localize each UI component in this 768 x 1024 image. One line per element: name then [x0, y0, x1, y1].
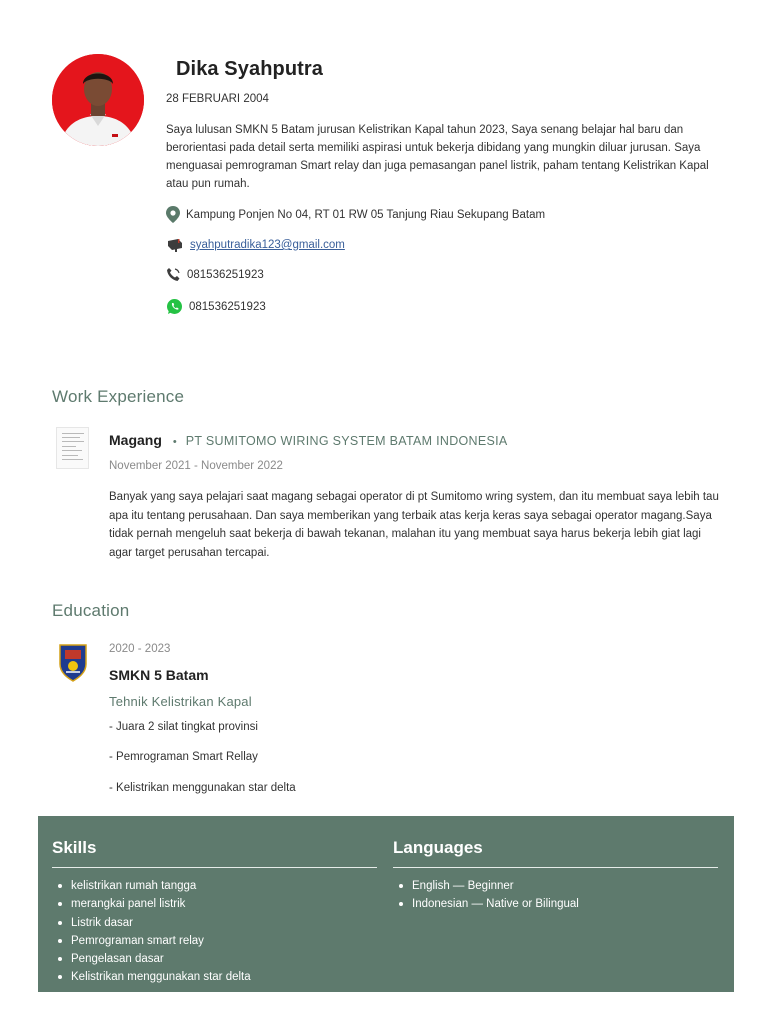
study-field: Tehnik Kelistrikan Kapal [109, 694, 252, 709]
date-of-birth: 28 FEBRUARI 2004 [166, 93, 269, 105]
document-thumbnail-icon [56, 427, 89, 469]
languages-list [393, 877, 579, 914]
work-experience-heading: Work Experience [52, 387, 185, 406]
phone-number: 081536251923 [187, 268, 264, 281]
job-description: Banyak yang saya pelajari saat magang sebagai operator di pt Sumitomo wring system, dan itu membuat saya lebih tau apa itu tentang perusahaan. Dan saya memberikan yang terbaik atas kerja keras saya sebagai operator magang.Saya tidak pernah mengeluh saat bekerja di bawah tekanan, malahan itu yang membuat saya harus bekerja lebih giat lagi agar target perusahan tercapai. [109, 491, 719, 559]
map-pin-icon [166, 206, 180, 223]
phone-row [166, 267, 264, 282]
job-company: PT SUMITOMO WIRING SYSTEM BATAM INDONESIA [185, 434, 508, 448]
address-text: Kampung Ponjen No 04, RT 01 RW 05 Tanjung Riau Sekupang Batam [186, 208, 546, 221]
address-row [166, 206, 545, 223]
skill-item: Pemrograman smart relay [52, 932, 251, 950]
job-separator: • [172, 436, 177, 448]
skills-heading: Skills [52, 838, 97, 857]
mailbox-icon [166, 238, 184, 252]
languages-divider [393, 867, 718, 868]
education-years: 2020 - 2023 [109, 643, 171, 655]
education-item: - Juara 2 silat tingkat provinsi [109, 721, 258, 733]
email-row [166, 238, 345, 252]
school-name: SMKN 5 Batam [109, 667, 209, 683]
skill-item: Listrik dasar [52, 914, 251, 932]
education-heading: Education [52, 601, 130, 620]
whatsapp-icon [166, 298, 183, 315]
skills-list [52, 877, 251, 987]
profile-summary: Saya lulusan SMKN 5 Batam jurusan Kelistrikan Kapal tahun 2023, Saya senang belajar hal baru dan berorientasi pada detail serta memiliki aspirasi untuk bekerja dibidang yang mungkin diluar jurusan. Saya menguasai pemrograman Smart relay dan juga pemasangan panel listrik, paham tentang Kelistrikan Kapal atau pun rumah. [166, 124, 709, 190]
skills-languages-band [38, 816, 734, 992]
whatsapp-row [166, 298, 266, 315]
profile-photo [52, 54, 144, 146]
email-link[interactable]: syahputradika123@gmail.com [190, 239, 345, 251]
skills-divider [52, 867, 377, 868]
job-header [109, 432, 508, 448]
profile-name: Dika Syahputra [176, 58, 324, 80]
phone-icon [166, 267, 181, 282]
skill-item: Pengelasan dasar [52, 950, 251, 968]
education-item: - Pemrograman Smart Rellay [109, 751, 258, 763]
education-item: - Kelistrikan menggunakan star delta [109, 782, 296, 794]
language-item: Indonesian — Native or Bilingual [393, 895, 579, 913]
skill-item: kelistrikan rumah tangga [52, 877, 251, 895]
whatsapp-number: 081536251923 [189, 300, 266, 313]
skill-item: merangkai panel listrik [52, 895, 251, 913]
job-dates: November 2021 - November 2022 [109, 460, 283, 472]
job-title: Magang [109, 432, 162, 448]
languages-heading: Languages [393, 838, 483, 857]
skill-item: Kelistrikan menggunakan star delta [52, 968, 251, 986]
language-item: English — Beginner [393, 877, 579, 895]
school-logo [56, 642, 90, 682]
